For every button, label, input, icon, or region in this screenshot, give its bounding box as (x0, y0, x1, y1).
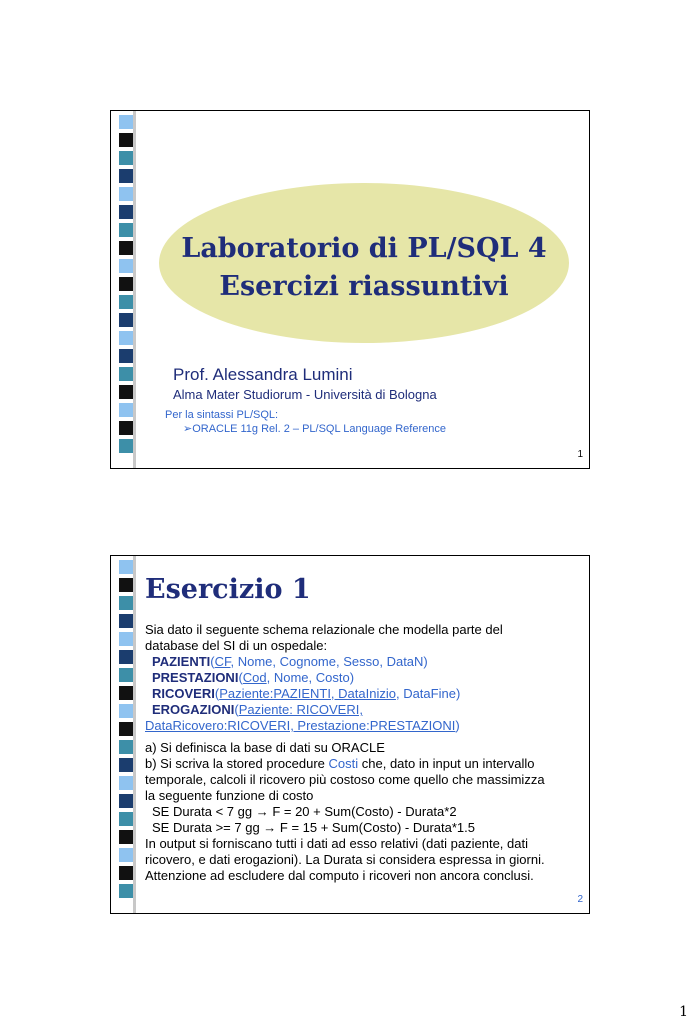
stripe-square (119, 223, 133, 237)
stripe-square (119, 421, 133, 435)
stripe-square (119, 794, 133, 808)
title-line-2: Esercizi riassuntivi (219, 271, 509, 302)
stripe-square (119, 403, 133, 417)
slide-body (145, 622, 585, 884)
stripe-square (119, 650, 133, 664)
stripe-square (119, 704, 133, 718)
schema-ricoveri: RICOVERI(Paziente:PAZIENTI, DataInizio, DataFine) (152, 686, 461, 701)
schema-erogazioni: EROGAZIONI(Paziente: RICOVERI, (152, 702, 363, 717)
stripe-square (119, 812, 133, 826)
stripe-square (119, 151, 133, 165)
task-b: b) Si scriva la stored procedure Costi che, dato in input un intervallo (145, 756, 535, 771)
intro-line-2: database del SI di un ospedale: (145, 638, 328, 653)
slide-number: 1 (577, 449, 583, 460)
slide-number: 2 (577, 894, 583, 905)
decorative-stripe (119, 111, 133, 468)
stripe-square (119, 776, 133, 790)
stripe-shadow (133, 111, 136, 468)
formula-1: SE Durata < 7 gg → F = 20 + Sum(Costo) - Durata*2 (152, 804, 457, 819)
schema-erogazioni-cont: DataRicovero:RICOVERI, Prestazione:PRESTAZIONI) (145, 718, 460, 733)
task-line-5: In output si forniscano tutti i dati ad esso relativi (dati paziente, dati (145, 836, 528, 851)
task-line-7: Attenzione ad escludere dal computo i ricoveri non ancora conclusi. (145, 868, 534, 883)
schema-prestazioni: PRESTAZIONI(Cod, Nome, Costo) (152, 670, 355, 685)
procedure-name: Costi (328, 756, 359, 771)
slide-2 (110, 555, 590, 914)
stripe-square (119, 578, 133, 592)
affiliation: Alma Mater Studiorum - Università di Bologna (173, 387, 437, 402)
stripe-square (119, 560, 133, 574)
reference-intro: Per la sintassi PL/SQL: (165, 409, 279, 421)
page-number: 1 (679, 1004, 688, 1020)
stripe-shadow (133, 556, 136, 913)
stripe-square (119, 331, 133, 345)
stripe-square (119, 313, 133, 327)
stripe-square (119, 848, 133, 862)
stripe-square (119, 295, 133, 309)
task-a: a) Si definisca la base di dati su ORACLE (145, 740, 385, 755)
stripe-square (119, 740, 133, 754)
stripe-square (119, 758, 133, 772)
stripe-square (119, 439, 133, 453)
stripe-square (119, 349, 133, 363)
stripe-square (119, 668, 133, 682)
stripe-square (119, 187, 133, 201)
stripe-square (119, 866, 133, 880)
reference-item: ➢ORACLE 11g Rel. 2 – PL/SQL Language Reference (183, 423, 446, 435)
author: Prof. Alessandra Lumini (173, 365, 353, 384)
title-line-1: Laboratorio di PL/SQL 4 (181, 233, 547, 264)
stripe-square (119, 884, 133, 898)
stripe-square (119, 367, 133, 381)
slide-1 (110, 110, 590, 469)
stripe-square (119, 115, 133, 129)
stripe-square (119, 686, 133, 700)
stripe-square (119, 596, 133, 610)
stripe-square (119, 241, 133, 255)
stripe-square (119, 614, 133, 628)
stripe-square (119, 277, 133, 291)
task-line-4: la seguente funzione di costo (145, 788, 314, 803)
slide-title: Esercizio 1 (145, 574, 311, 605)
stripe-square (119, 133, 133, 147)
stripe-square (119, 722, 133, 736)
task-line-3: temporale, calcoli il ricovero più costoso come quello che massimizza (145, 772, 545, 787)
schema-pazienti: PAZIENTI(CF, Nome, Cognome, Sesso, DataN) (152, 654, 428, 669)
stripe-square (119, 632, 133, 646)
formula-2: SE Durata >= 7 gg → F = 15 + Sum(Costo) - Durata*1.5 (152, 820, 475, 835)
intro-line-1: Sia dato il seguente schema relazionale che modella parte del (145, 622, 503, 637)
stripe-square (119, 385, 133, 399)
stripe-square (119, 205, 133, 219)
stripe-square (119, 830, 133, 844)
task-line-6: ricovero, e dati erogazioni). La Durata si considera espressa in giorni. (145, 852, 545, 867)
stripe-square (119, 169, 133, 183)
decorative-stripe (119, 556, 133, 913)
stripe-square (119, 259, 133, 273)
